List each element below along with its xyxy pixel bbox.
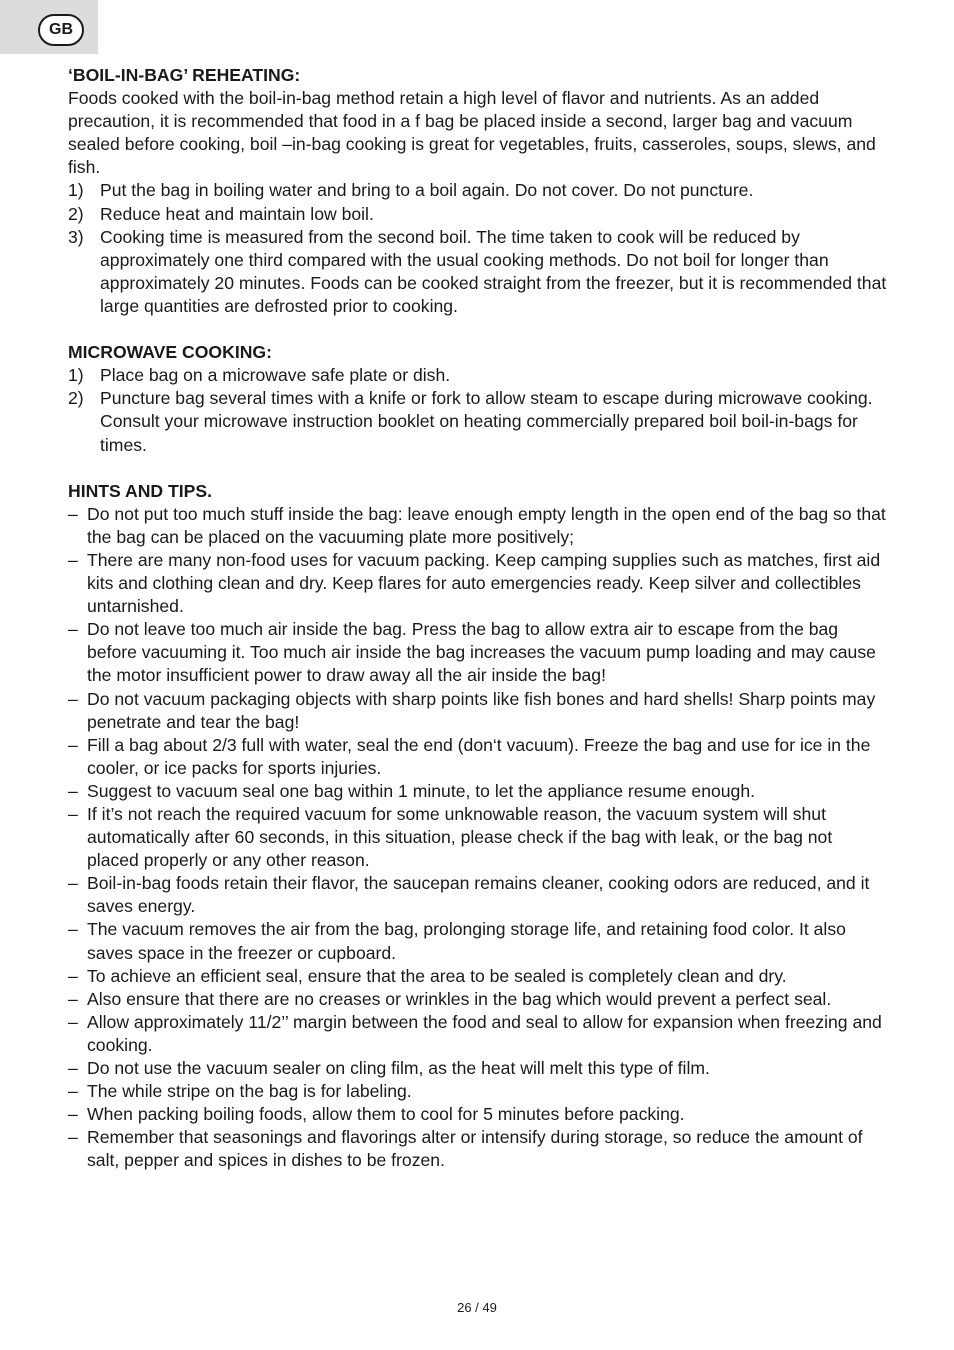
list-item (68, 226, 888, 318)
list-item-text: Do not leave too much air inside the bag. Press the bag to allow extra air to escape from the bag before vacuuming it. Too much air inside the bag increases the vacuum pump loading and may cause the motor insufficient power to draw away all the air inside the bag! (87, 619, 876, 686)
section-intro: Foods cooked with the boil-in-bag method retain a high level of flavor and nutrients. As an added precaution, it is recommended that food in a f bag be placed inside a second, larger bag and vacuum sealed before cooking, boil –in-bag cooking is great for vegetables, fruits, casseroles, soups, slews, and fish. (68, 88, 876, 178)
list-item-text: Do not put too much stuff inside the bag: leave enough empty length in the open end of the bag so that the bag can be placed on the vacuuming plate more positively; (87, 503, 886, 547)
list-marker: – (68, 1127, 78, 1148)
list-item (68, 387, 888, 456)
section-microwave-cooking (68, 341, 888, 456)
language-tab (0, 0, 98, 54)
list-item-text: Puncture bag several times with a knife or fork to allow steam to escape during microwave cooking. Consult your microwave instruction booklet on heating commercially prepared boil boil-in-bags for times. (100, 388, 873, 455)
list-item (68, 1011, 888, 1057)
list-item-text: When packing boiling foods, allow them to cool for 5 minutes before packing. (87, 1104, 685, 1125)
numbered-list (68, 364, 888, 456)
list-item (68, 364, 888, 387)
section-hints-and-tips (68, 480, 888, 1173)
list-marker: – (68, 503, 78, 524)
section-heading: HINTS AND TIPS. (68, 480, 213, 501)
list-marker: – (68, 1058, 78, 1079)
list-marker: – (68, 1104, 78, 1125)
list-item-text: Also ensure that there are no creases or wrinkles in the bag which would prevent a perfect seal. (87, 988, 832, 1009)
list-marker: – (68, 873, 78, 894)
list-item-text: Do not vacuum packaging objects with sharp points like fish bones and hard shells! Sharp points may penetrate and tear the bag! (87, 688, 876, 732)
list-marker: – (68, 804, 78, 824)
list-marker: 3) (68, 226, 84, 247)
list-item (68, 1103, 888, 1126)
list-marker: 1) (68, 180, 84, 201)
list-item-text: Suggest to vacuum seal one bag within 1 minute, to let the appliance resume enough. (87, 780, 756, 801)
list-marker: – (68, 919, 78, 940)
section-heading: MICROWAVE COOKING: (68, 342, 272, 363)
list-marker: – (68, 1011, 78, 1032)
list-item-text: Do not use the vacuum sealer on cling film, as the heat will melt this type of film. (87, 1058, 710, 1079)
list-marker: – (68, 549, 78, 570)
list-item (68, 549, 888, 618)
list-item (68, 179, 888, 202)
list-item-text: Remember that seasonings and flavorings alter or intensify during storage, so reduce the amount of salt, pepper and spices in dishes to be frozen. (87, 1127, 863, 1171)
list-item-text: To achieve an efficient seal, ensure that the area to be sealed is completely clean and dry. (87, 965, 787, 986)
list-item (68, 688, 888, 734)
section-boil-in-bag (68, 64, 888, 318)
list-item-text: If it’s not reach the required vacuum for some unknowable reason, the vacuum system will shut automatically after 60 seconds, in this situation, please check if the bag with leak, or the bag not placed properly or any other reason. (87, 804, 833, 871)
document-body (68, 64, 888, 1196)
list-item (68, 872, 888, 918)
list-item-text: There are many non-food uses for vacuum packing. Keep camping supplies such as matches, first aid kits and clothing clean and dry. Keep flares for auto emergencies ready. Keep silver and collectibles untarnished. (87, 549, 881, 617)
list-item (68, 988, 888, 1011)
list-item (68, 965, 888, 988)
numbered-list (68, 179, 888, 318)
list-item (68, 503, 888, 549)
list-item-text: Reduce heat and maintain low boil. (100, 203, 374, 224)
language-badge: GB (38, 14, 84, 46)
list-item (68, 803, 888, 872)
list-marker: 1) (68, 365, 84, 386)
list-item-text: Boil-in-bag foods retain their flavor, the saucepan remains cleaner, cooking odors are reduced, and it saves energy. (87, 873, 870, 917)
list-marker: – (68, 780, 78, 801)
bullet-list (68, 503, 888, 1173)
list-item-text: The vacuum removes the air from the bag, prolonging storage life, and retaining food color. It also saves space in the freezer or cupboard. (87, 919, 846, 963)
list-item (68, 1080, 888, 1103)
list-item (68, 618, 888, 687)
page-number: 26 / 49 (457, 1300, 497, 1315)
list-marker: – (68, 688, 78, 709)
list-marker: – (68, 619, 78, 640)
list-item (68, 780, 888, 803)
list-item (68, 1126, 888, 1172)
list-item-text: Fill a bag about 2/3 full with water, seal the end (don‘t vacuum). Freeze the bag and use for ice in the cooler, or ice packs for sports injuries. (87, 734, 871, 778)
list-item (68, 918, 888, 964)
list-item (68, 203, 888, 226)
list-marker: – (68, 965, 78, 986)
list-item (68, 1057, 888, 1080)
list-item-text: Place bag on a microwave safe plate or dish. (100, 365, 451, 386)
list-item-text: Put the bag in boiling water and bring to a boil again. Do not cover. Do not puncture. (100, 180, 754, 201)
list-marker: 2) (68, 203, 84, 224)
list-item-text: Allow approximately 11/2’’ margin between the food and seal to allow for expansion when freezing and cooking. (87, 1011, 882, 1055)
list-item (68, 734, 888, 780)
list-marker: – (68, 1081, 78, 1102)
list-item-text: Cooking time is measured from the second boil. The time taken to cook will be reduced by approximately one third compared with the usual cooking methods. Do not boil for longer than approximately 20 minutes. Foods can be cooked straight from the freezer, but it is recommended that large quantities are defrosted prior to cooking. (100, 226, 887, 316)
list-item-text: The while stripe on the bag is for labeling. (87, 1081, 412, 1102)
list-marker: 2) (68, 388, 84, 409)
section-heading: ‘BOIL-IN-BAG’ REHEATING: (68, 65, 301, 85)
list-marker: – (68, 988, 78, 1009)
list-marker: – (68, 734, 78, 755)
